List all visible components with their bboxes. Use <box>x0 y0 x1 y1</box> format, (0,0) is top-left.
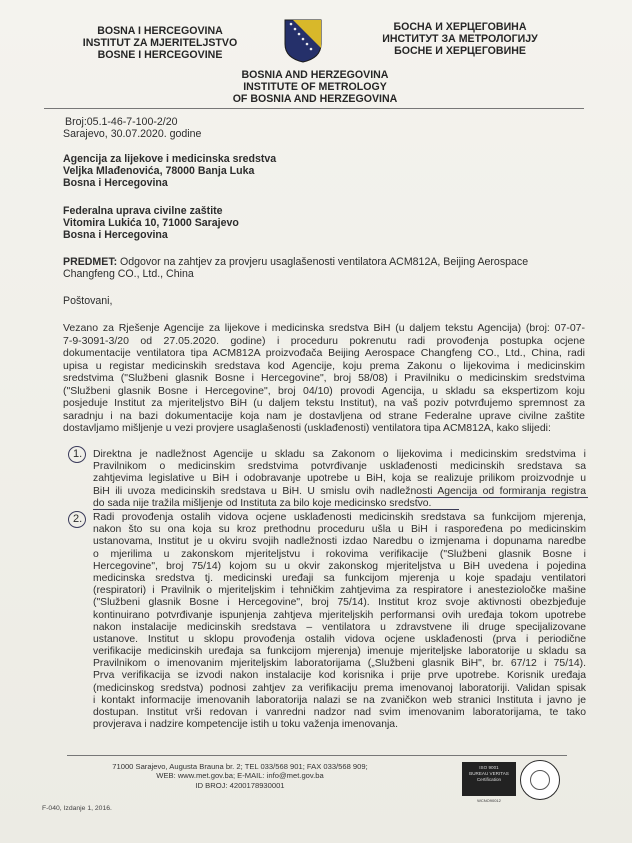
handwritten-underline <box>416 497 588 498</box>
header-right-line: БОСНА И ХЕРЦЕГОВИНА <box>393 21 527 33</box>
item-line: dostupan. Institut vrši redovan i vanredni nadzor nad svim imenovanim laboratorijama, te tako <box>93 707 586 718</box>
paragraph-line: ("Službeni glasnik Bosne i Hercegovine", broj 04/10) provodi Agencija, u skladu sa ekspertizom koju <box>63 384 585 397</box>
header-left-line: BOSNE I HERCEGOVINE <box>97 49 223 61</box>
item-number: 2. <box>73 513 83 525</box>
accreditation-seal-icon <box>520 760 560 800</box>
header-center <box>180 69 450 105</box>
header-center-line: BOSNIA AND HERZEGOVINA <box>241 69 389 81</box>
paragraph-line: dokumentacije ventilatora tipa ACM812A proizvođača Beijing Aerospace Changfeng CO., Ltd., China, radi <box>63 347 585 359</box>
item-line: do sada nije tražila mišljenje od Instituta za bilo koje medicinsko sredstvo. <box>93 497 432 509</box>
paragraph-line: sredstvima ("Službeni glasnik Bosne i Hercegovine", broj 58/08) i Pravilniku o medicinskim sredstvima <box>63 372 585 384</box>
item-line: ustanove. Institut u sklopu provođenja ostalih vidova ocjene usklađenosti (prva i periodične <box>93 633 586 645</box>
item-line: nakon instalacije medicinskih sredstava – ventilatora u zdravstvene ili druge specijalizovane <box>93 621 586 633</box>
bureau-veritas-logo <box>462 762 516 803</box>
form-identifier: F-040, Izdanje 1, 2016. <box>42 805 112 812</box>
item-line: ustanovama, Institut je u okviru svojih nadležnosti izdao Naredbu o izmjenama i dopunama naredbe <box>93 536 586 548</box>
handwritten-underline <box>93 509 459 510</box>
cert-label: Certification <box>476 777 502 782</box>
item-line: Hercegovine", broj 75/14) kojom su u okvir zakonskog mjeriteljstva u BiH uvedena i pojedina <box>93 560 586 572</box>
header-center-line: INSTITUTE OF METROLOGY <box>243 81 387 93</box>
header-left <box>60 25 260 61</box>
header-divider <box>44 108 584 109</box>
iso-label: ISO 9001 <box>479 765 499 770</box>
intro-paragraph <box>63 322 585 435</box>
item-line: Prva verifikacija se izvodi nakon instalacije kod korisnika i prije prve upotrebe. Korisnik uređaja <box>93 670 586 682</box>
item-line: i kontakt informacije imenovanih laboratorija nalazi se na zvaničkon web stranici Instituta i javno je <box>93 694 586 706</box>
footer-line: ID BROJ: 4200178930001 <box>195 780 285 790</box>
paragraph-line: upisa u registar medicinskih sredstava kod Agencije, koju prema Zakonu o lijekovima i medicinskim <box>63 359 585 372</box>
footer-line: WEB: www.met.gov.ba; E-MAIL: info@met.gov.ba <box>156 771 324 781</box>
bv-label: BUREAU VERITAS <box>469 771 509 776</box>
paragraph-line: 7-9-3091-3/20 od 27.05.2020. godine) i proceduru pokrenutu radi provođenja postupka ocjene <box>63 334 585 347</box>
letter-date: Sarajevo, 30.07.2020. godine <box>63 128 202 140</box>
item-line: (medicinskog sredstva) podnosi zahtjev za verifikaciju prema imenovanoj laboratoriji. Validan spisak <box>93 682 586 694</box>
subject-text: Odgovor na zahtjev za provjeru usaglašenosti ventilatora ACM812A, Beijing Aerospace <box>120 256 529 268</box>
item-line: Pravilnikom o medicinskim sredstvima potvrđivanje usklađenosti medicinskih sredstava sa <box>93 461 586 473</box>
recipient-line: Bosna i Hercegovina <box>63 229 168 241</box>
recipient-line: Vitomira Lukića 10, 71000 Sarajevo <box>63 217 239 229</box>
header-right <box>345 21 575 57</box>
reference-number: Broj:05.1-46-7-100-2/20 <box>65 116 178 128</box>
item-line: Radi provođenja ostalih vidova ocjene usklađenosti medicinskih sredstava sa funkcijom mjerenja, <box>93 512 586 523</box>
item-line: BiH ili uvoza medicinskih sredstava u BiH. U smislu ovih nadležnosti Agencija od formiranja registra <box>93 485 586 497</box>
subject-label: PREDMET: <box>63 256 118 268</box>
footer-address <box>60 762 420 790</box>
header-left-line: BOSNA I HERCEGOVINA <box>97 25 223 37</box>
item-line: verifikacije medicinskih uređaja sa funkcijom mjerenja) imenuje mjeriteljske laboratorije u skladu sa <box>93 646 586 658</box>
item-line: ("Službeni glasnik Bosne i Hercegovine", broj 75/14). Institut kroz svoje aktivnosti obezbjeđuje <box>93 597 586 609</box>
item-line: o mjerilima u zakonskom mjeriteljstvu i rokovima verifikacije ("Službeni glasnik Bosne i <box>93 548 586 560</box>
header-right-line: БОСНЕ И ХЕРЦЕГОВИНЕ <box>394 45 526 57</box>
header-center-line: OF BOSNIA AND HERZEGOVINA <box>232 93 398 105</box>
subject-text: Changfeng CO., Ltd., China <box>63 268 194 280</box>
header-left-line: INSTITUT ZA MJERITELJSTVO <box>82 37 238 49</box>
coat-of-arms-icon <box>283 18 323 64</box>
paragraph-line: dostavljamo mišljenje u vezi provjere usaglašenosti (usklađenosti) ventilatora tipa ACM812A, kako slijedi: <box>63 422 551 434</box>
footer-line: 71000 Sarajevo, Augusta Brauna br. 2; TEL 033/568 901; FAX 033/568 909; <box>112 762 368 771</box>
item-line: kontinuirano potvrđivanje ispunjenja zahtjeva mjeriteljskih performansi ovih uređaja tokom upotrebe <box>93 609 586 621</box>
item-line: nakon što su ona koja su kroz prethodnu proceduru ušla u BiH i raspoređena po medicinskim <box>93 524 586 536</box>
recipient-line: Federalna uprava civilne zaštite <box>63 205 223 217</box>
numbered-item <box>93 449 586 510</box>
item-line: Direktna je nadležnost Agencije u skladu sa Zakonom o lijekovima i medicinskim sredstvima i <box>93 449 586 460</box>
salutation: Poštovani, <box>63 295 113 307</box>
cert-code: WCNO90012 <box>477 798 501 803</box>
item-line: Pravilnikom o imenovanim mjeriteljskim laboratorijama („Službeni glasnik BiH", br. 67/12 i 75/14). <box>93 658 586 670</box>
header-right-line: ИНСТИТУТ ЗА МЕТРОЛОГИЈУ <box>382 33 538 45</box>
paragraph-line: posjeduje Institut za mjeriteljstvo BiH (u daljem tekstu Institut), na vaš poziv potvrđujemo spremnost za <box>63 397 585 409</box>
item-line: medicinska sredstva tj. medicinski uređaji sa funkcijom mjerenja u koje spadaju ventilatori <box>93 572 586 584</box>
recipient-line: Bosna i Hercegovina <box>63 177 168 189</box>
paragraph-line: saradnju i na bazi dokumentacije koja nam je dostavljena od strane Federalne uprave civilne zaštite <box>63 409 585 422</box>
item-line: zahtjevima legislative u BiH i odobravanje upotrebe u BiH, koja se realizuje prilikom proizvodnje u <box>93 473 586 485</box>
numbered-item <box>93 512 586 731</box>
item-line: provjerava i nadzire kompetencije istih u toku važenja imenovanja. <box>93 719 398 731</box>
item-line: (respiratori) i Pravilnik o mjeriteljskim i tehničkim zahtjevima za respiratore i anestezioločke mašine <box>93 585 586 597</box>
certification-logos <box>462 760 572 806</box>
item-number: 1. <box>73 448 83 460</box>
footer-divider <box>67 755 567 756</box>
paragraph-line: Vezano za Rješenje Agencije za lijekove i medicinska sredstva BiH (u daljem tekstu Agencija) (broj: 07-07- <box>63 322 585 334</box>
recipient-line: Agencija za lijekove i medicinska sredstva <box>63 153 277 165</box>
recipient-line: Veljka Mlađenovića, 78000 Banja Luka <box>63 165 255 177</box>
